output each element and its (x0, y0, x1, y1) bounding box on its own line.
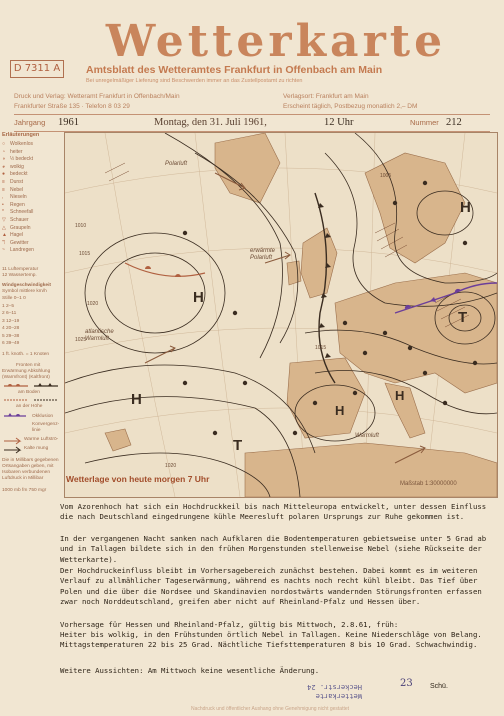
legend-front-2: Erwärmung Abkühlung (2, 369, 51, 374)
legend-label: Schauer (10, 216, 29, 223)
legend-symbol: ≡ (2, 178, 5, 185)
wind-row: Stille 0–1 0 (2, 296, 26, 301)
airmass-label-erwaermte-polarluft: erwärmte Polarluft (250, 248, 276, 261)
pressure-high-3: H (460, 199, 471, 216)
legend-symbol: ▲ (2, 232, 7, 239)
isobar-label-2: 1015 (79, 251, 91, 257)
legend-temp-2: 12 Wassertemp. (2, 273, 37, 278)
legend-symbol: ● (2, 171, 6, 178)
legend-label: Graupeln (10, 224, 31, 231)
stamp-line-2: Heckerstr. 24 (307, 683, 362, 691)
legend-label: heiter (10, 148, 23, 155)
legend-front-1: Fronten mit (16, 363, 41, 368)
isobar-label-3: 1010 (75, 223, 87, 229)
legend-label: Landregen (10, 247, 34, 254)
publication-code: D 7311 A (10, 60, 64, 78)
legend-item (2, 240, 62, 248)
wind-row: 5 29–38 (2, 333, 20, 339)
front-symbols-ground (2, 382, 60, 390)
map-caption: Wetterlage von heute morgen 7 Uhr (66, 474, 210, 484)
pressure-low-2: T (233, 437, 243, 454)
stamp-line-1: Wetterkarte (315, 692, 362, 700)
pressure-high-4: H (395, 388, 405, 403)
issue-time: 12 Uhr (324, 117, 354, 128)
wind-row: 2 6–11 (2, 311, 17, 316)
legend-mb: 1000 mb fm 750 mgr (2, 488, 47, 493)
isobar-label-6: 1015 (315, 345, 327, 351)
isobar-label-7: 1020 (165, 463, 177, 469)
pressure-high-2: H (131, 391, 142, 408)
legend-item (2, 232, 62, 240)
legend-item (2, 217, 62, 225)
delivery-note: Bei unregelmäßiger Lieferung sind Beschwerden immer an das Zustellpostamt zu richten (86, 78, 303, 84)
legend-knots: 1 ft. knoth. = 1 Knoten (2, 352, 50, 357)
legend-wind-heading: Windgeschwindigkeit (2, 283, 51, 288)
page-title: Wetterkarte (105, 16, 447, 67)
map-canvas (65, 133, 497, 497)
legend-label: Dunst (10, 178, 24, 185)
legend-symbol: ≡ (2, 186, 5, 193)
nummer-label: Nummer (410, 118, 439, 127)
forecast-heading: Vorhersage für Hessen und Rheinland-Pfalz, gültig bis Mittwoch, 2.8.61, früh: (60, 620, 399, 629)
legend-label: wolkig (10, 163, 24, 170)
isobar-label-5: 1005 (380, 173, 392, 179)
issue-date: Montag, den 31. Juli 1961, (154, 117, 267, 128)
ireland-land (287, 261, 301, 285)
legend-label: Regen (10, 201, 25, 208)
outlook-text: Weitere Aussichten: Am Mittwoch keine wesentliche Änderung. (60, 666, 320, 675)
issue-line (14, 116, 494, 130)
legend-symbol: ◕ (2, 163, 6, 170)
legend-symbol: ~ (2, 247, 5, 254)
legend-item (2, 164, 62, 172)
legend-item (2, 247, 62, 255)
airmass-label-polarluft: Polarluft (165, 161, 188, 167)
page-subtitle: Amtsblatt des Wetteramtes Frankfurt in Offenbach am Main (86, 64, 383, 76)
address-stamp (262, 682, 362, 700)
legend-symbol: ◔ (2, 148, 6, 155)
pub-line-1: Verlagsort: Frankfurt am Main (283, 93, 369, 100)
legend-items (2, 141, 62, 255)
legend-heading: Erläuterungen (2, 132, 40, 138)
header-rule-top (14, 114, 490, 115)
legend-iso-2: Ortsangaben geben, mit (2, 464, 54, 469)
nummer-value: 212 (446, 117, 462, 128)
legend-label: Hagel (10, 232, 24, 239)
isobar-label-4: 1025 (75, 337, 87, 343)
footer-note: Nachdruck und öffentlicher Aushang ohne Genehmigung nicht gestattet (190, 706, 350, 712)
front-symbols-height (2, 396, 60, 404)
text-paragraph-1: Vom Azorenhoch hat sich ein Hochdruckkeil bis nach Mitteleuropa entwickelt, unter dessen Einfluss die nach Deutschland eingedrungene kühle Meeresluft polaren Ursprungs zur Ruhe gekommen ist. (60, 502, 487, 522)
legend-iso-3: Isobaren verbundenen (2, 470, 51, 475)
pressure-low-1: T (458, 309, 468, 326)
wind-row: 1 2–5 (2, 303, 15, 309)
legend-air-2: Kalte mung (24, 446, 49, 451)
legend-temp-1: 11 Luftemperatur (2, 267, 39, 272)
legend-symbol: ◑ (2, 156, 6, 163)
legend-label: Nebel (10, 186, 24, 193)
wind-row: 4 20–28 (2, 326, 20, 331)
legend-label: Wolkenlos (10, 141, 33, 147)
legend-panel (2, 130, 62, 500)
legend-wind-rows (2, 296, 26, 349)
legend-symbol: △ (2, 224, 6, 231)
printer-line-2: Frankfurter Straße 135 · Telefon 8 03 29 (14, 103, 130, 110)
text-paragraph-2: In der vergangenen Nacht sanken nach Aufklaren die Bodentemperaturen gebietsweise unter 5 Grad ab und in Tallagen bildete sich in den frühen Morgenstunden stellenweise Nebel (siehe Rückseite der Wetterkarte). (60, 534, 487, 564)
legend-item (2, 171, 62, 179)
legend-item (2, 194, 62, 202)
legend-label: Schneefall (10, 209, 34, 216)
legend-front-5: an der Höhe (16, 404, 43, 409)
legend-symbol: ▽ (2, 216, 6, 223)
forecast-text: Heiter bis wolkig, in den Frühstunden örtlich Nebel in Tallagen. Keine Niederschläge von Belang. Mittagstemperaturen 22 bis 25 Grad. Nächtliche Tiefsttemperaturen 8 bis 10 Grad. Schwachwindig. (60, 630, 482, 650)
printer-line-1: Druck und Verlag: Wetteramt Frankfurt in Offenbach/Main (14, 93, 180, 100)
jahrgang-label: Jahrgang (14, 118, 46, 127)
legend-symbol: ℸ (2, 239, 6, 246)
legend-front-3: (Warmfront) (Kaltfront) (2, 375, 50, 380)
jahrgang-value: 1961 (58, 117, 79, 128)
legend-front-8: linie (32, 428, 41, 433)
airmass-label-atlantische-warmluft: atlantische Warmluft (85, 329, 114, 342)
legend-label: ½ bedeckt (10, 156, 34, 163)
airflow-arrows (2, 436, 26, 456)
text-paragraph-3: Der Hochdruckeinfluss bleibt im Vorhersagebereich zunächst bestehen. Dabei kommt es im weiteren Verlauf zu allmählicher Tageserwärmung, während es nachts noch recht kühl bleibt. Das Tief über Polen und die über die Nordsee und Skandinavien nordostwärts wandernden Störungsfronten erfassen zwar noch Norddeutschland, greifen aber nicht auf Rheinland-Pfalz und Hessen über. (60, 566, 482, 607)
legend-wind-cols: Symbol mittlere km/h (2, 289, 47, 294)
legend-item (2, 202, 62, 210)
airmass-label-warmluft: Warmluft (355, 433, 379, 439)
wind-row: 3 12–19 (2, 318, 20, 324)
map-scale: Maßstab 1:30000000 (400, 481, 457, 487)
isobar-label-1: 1020 (87, 301, 99, 307)
weather-map (64, 132, 498, 498)
handwritten-schue: Schü. (430, 683, 448, 690)
legend-label: Nieseln (10, 194, 27, 201)
legend-symbol: ○ (2, 141, 6, 147)
wind-row: 6 39–49 (2, 341, 20, 346)
legend-symbol: • (2, 201, 4, 208)
legend-symbol: * (2, 209, 4, 216)
handwritten-number: 23 (400, 678, 413, 689)
legend-air-1: Warme Luftströ- (24, 437, 59, 442)
publication-info (283, 92, 493, 112)
legend-item (2, 156, 62, 164)
legend-iso-4: Luftdruck in Millibar (2, 476, 44, 481)
legend-item (2, 141, 62, 149)
printer-info (14, 92, 234, 112)
pressure-high-5: H (335, 403, 345, 418)
legend-item (2, 225, 62, 233)
legend-label: Gewitter (10, 239, 29, 246)
legend-item (2, 209, 62, 217)
legend-symbol: , (2, 194, 4, 201)
pressure-high-1: H (193, 289, 204, 306)
legend-front-6: Okklusion (32, 414, 54, 419)
legend-front-7: Konvergenz- (32, 422, 60, 427)
legend-item (2, 187, 62, 195)
legend-label: bedeckt (10, 171, 28, 178)
legend-item (2, 179, 62, 187)
legend-front-4: am Boden (18, 390, 40, 395)
pub-line-2: Erscheint täglich, Postbezug monatlich 2,– DM (283, 103, 418, 110)
legend-iso-1: Die in Millibars gegebenen (2, 458, 59, 463)
